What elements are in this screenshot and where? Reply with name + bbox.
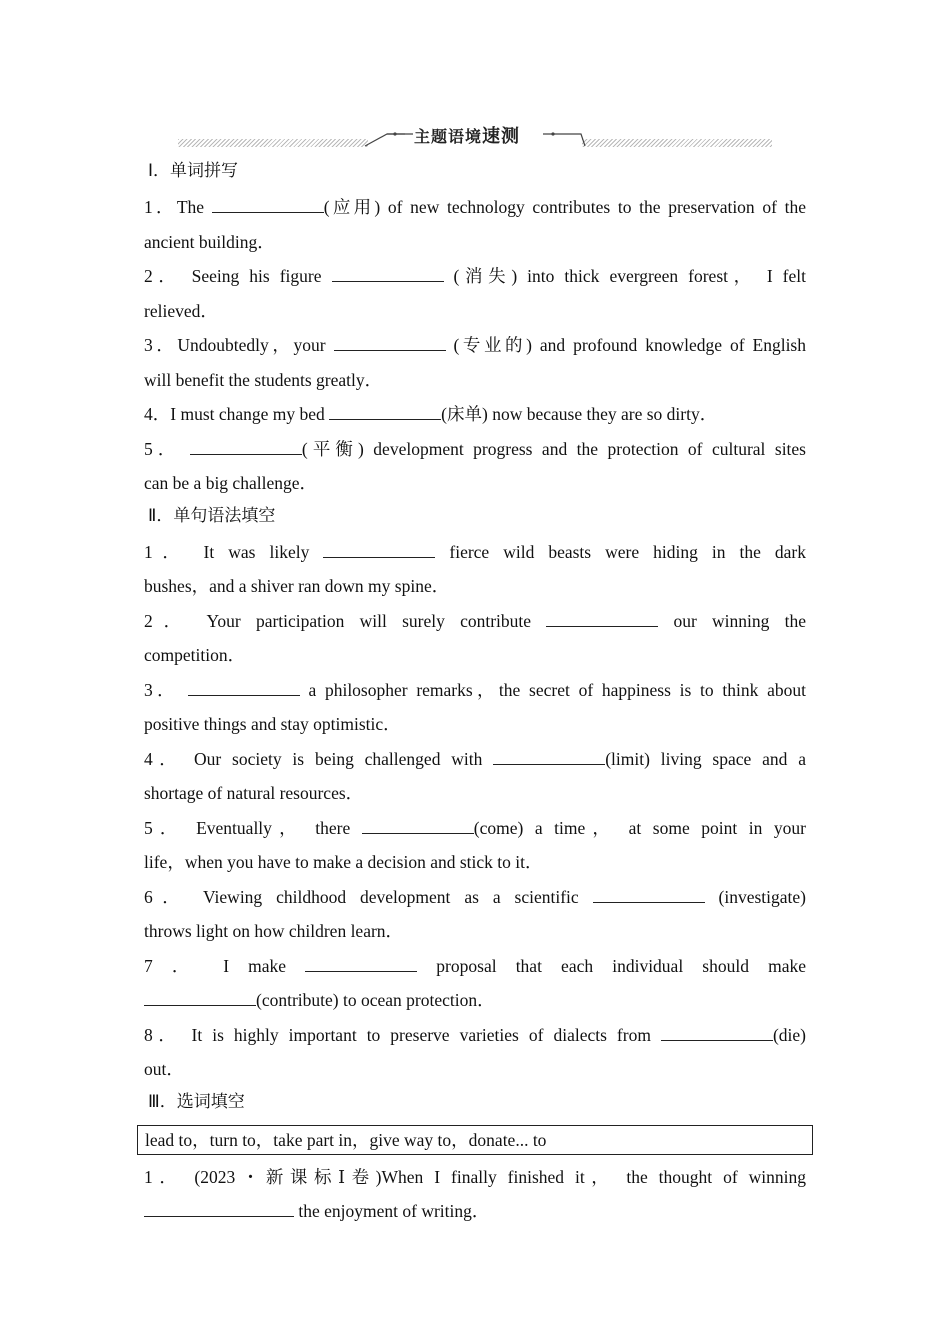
- answer-blank[interactable]: [332, 267, 444, 282]
- question-line: [144, 983, 806, 1018]
- question-text: (平衡) development progress and the protection of cultural sites: [301, 438, 806, 459]
- worksheet-content: [144, 156, 806, 1229]
- question-text: the enjoyment of writing．: [294, 1201, 490, 1221]
- question-text: 3．: [144, 679, 188, 700]
- word-bank-box: lead to，turn to，take part in，give way to，donate... to: [137, 1125, 813, 1155]
- question-text: (床单) now because they are so dirty．: [441, 404, 718, 424]
- header-title-bold: 速测: [482, 126, 521, 147]
- question-text: 1． It was likely: [144, 541, 324, 562]
- question-text: 5．: [144, 438, 190, 459]
- answer-blank[interactable]: [144, 991, 256, 1006]
- question-line: [144, 742, 806, 777]
- question-line: competition．: [144, 645, 246, 665]
- question-line: [144, 328, 806, 363]
- question-line: [144, 880, 806, 915]
- answer-blank[interactable]: [593, 888, 705, 903]
- question-text: 1．The: [144, 197, 212, 217]
- question-line: [144, 811, 806, 846]
- question-text: (专业的) and profound knowledge of English: [445, 335, 806, 355]
- answer-blank[interactable]: [493, 750, 605, 765]
- question-line: [144, 432, 806, 467]
- question-text: (investigate): [704, 886, 807, 907]
- answer-blank[interactable]: [661, 1026, 773, 1041]
- question-line: [144, 673, 806, 708]
- question-line: [144, 397, 806, 432]
- question-text: 5． Eventually， there: [144, 817, 362, 838]
- question-text: proposal that each individual should make: [417, 955, 806, 976]
- answer-blank[interactable]: [546, 612, 658, 627]
- question-line: shortage of natural resources．: [144, 783, 364, 803]
- question-text: a philosopher remarks，the secret of happiness is to think about: [299, 679, 806, 700]
- question-text: 6． Viewing childhood development as a scientific: [144, 886, 593, 907]
- question-line: positive things and stay optimistic．: [144, 714, 401, 734]
- question-text: 4． Our society is being challenged with: [144, 748, 494, 769]
- question-text: 8． It is highly important to preserve varieties of dialects from: [144, 1024, 661, 1045]
- answer-blank[interactable]: [190, 440, 302, 455]
- header-title-normal: 主题语境: [414, 127, 483, 146]
- question-line: [144, 1194, 806, 1229]
- question-text: (contribute) to ocean protection．: [256, 990, 495, 1010]
- question-line: out．: [144, 1059, 184, 1079]
- answer-blank[interactable]: [362, 819, 474, 834]
- question-line: can be a big challenge．: [144, 473, 317, 493]
- question-text: our winning the: [658, 610, 806, 631]
- question-line: [144, 190, 806, 225]
- question-line: life，when you have to make a decision and stick to it．: [144, 852, 543, 872]
- answer-blank[interactable]: [329, 405, 441, 420]
- question-text: (应用) of new technology contributes to the preservation of the: [323, 197, 806, 217]
- question-line: will benefit the students greatly．: [144, 369, 383, 390]
- answer-blank[interactable]: [323, 543, 435, 558]
- section-3-heading: Ⅲ．选词填空: [148, 1091, 245, 1112]
- question-text: 4．I must change my bed: [144, 404, 330, 424]
- header-hatch-left: [178, 139, 368, 147]
- question-line: ancient building．: [144, 231, 275, 252]
- answer-blank[interactable]: [212, 198, 324, 213]
- answer-blank[interactable]: [188, 681, 300, 696]
- question-line: relieved．: [144, 300, 218, 321]
- question-text: fierce wild beasts were hiding in the dark: [435, 541, 806, 562]
- question-line: [144, 949, 806, 984]
- question-line: throws light on how children learn．: [144, 921, 404, 941]
- header-hatch-right: [582, 139, 772, 147]
- question-line: 1． (2023・新课标Ⅰ卷)When I finally finished it， the thought of winning: [144, 1166, 806, 1187]
- question-text: 2． Your participation will surely contribute: [144, 610, 547, 631]
- header-title: [414, 122, 520, 148]
- question-text: 7 ． I make: [144, 955, 306, 976]
- section-2-heading: Ⅱ．单句语法填空: [148, 505, 276, 526]
- section-1-heading: Ⅰ．单词拼写: [148, 161, 239, 181]
- question-line: [144, 604, 806, 639]
- question-text: (die): [772, 1024, 806, 1045]
- answer-blank[interactable]: [305, 957, 417, 972]
- question-text: (limit) living space and a: [605, 748, 806, 769]
- question-line: [144, 535, 806, 570]
- question-line: [144, 1018, 806, 1053]
- question-text: (come) a time， at some point in your: [473, 817, 806, 838]
- question-text: (消失) into thick evergreen forest， I felt: [443, 266, 806, 286]
- answer-blank[interactable]: [144, 1202, 294, 1217]
- question-line: bushes，and a shiver ran down my spine．: [144, 576, 450, 596]
- question-text: 3．Undoubtedly，your: [144, 335, 334, 355]
- question-text: 2． Seeing his figure: [144, 266, 332, 286]
- section-header-banner: [178, 120, 772, 150]
- answer-blank[interactable]: [334, 336, 446, 351]
- question-line: [144, 259, 806, 294]
